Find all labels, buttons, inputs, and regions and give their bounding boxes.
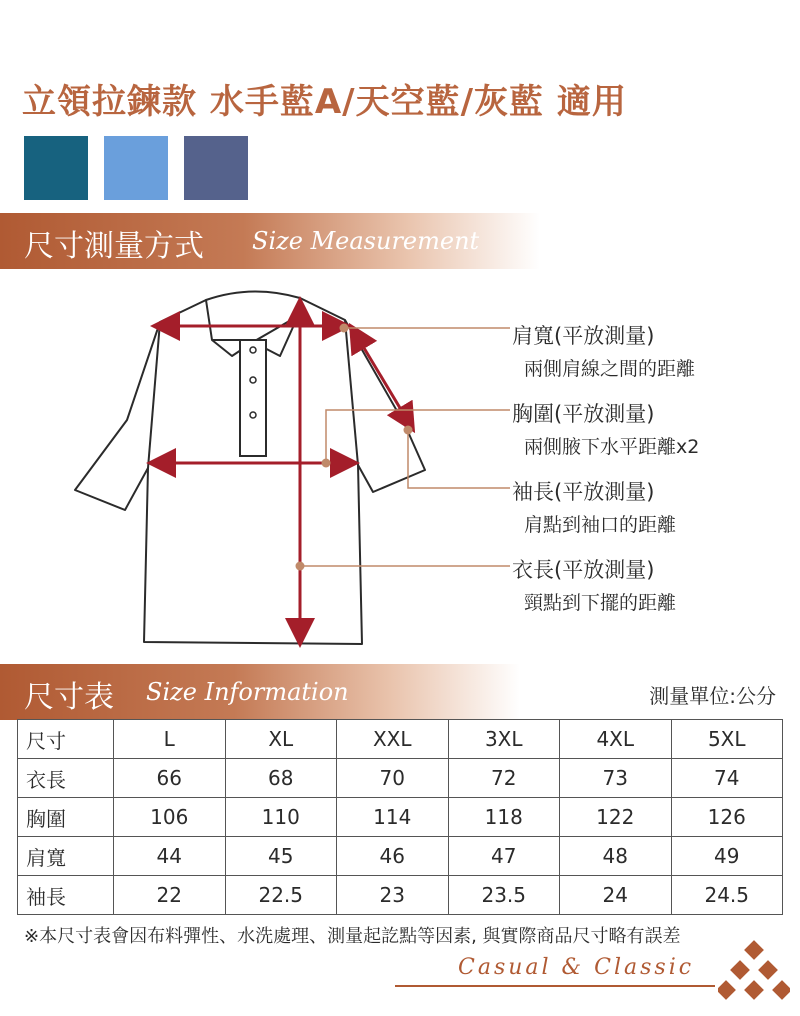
size-title: 尺寸表 — [24, 680, 114, 715]
table-row — [18, 837, 783, 876]
callout-sleeve — [512, 476, 676, 537]
table-cell: XL — [225, 720, 337, 759]
table-cell: 66 — [114, 759, 226, 798]
table-cell: 肩寬 — [18, 837, 114, 876]
callout-chest-desc: 兩側腋下水平距離x2 — [524, 436, 700, 458]
table-cell: 衣長 — [18, 759, 114, 798]
table-cell: 44 — [114, 837, 226, 876]
page-title: 立領拉鍊款 水手藍A/天空藍/灰藍 適用 — [22, 82, 627, 122]
measurement-title-en: Size Measurement — [252, 227, 480, 255]
measurement-title: 尺寸測量方式 — [24, 229, 204, 264]
table-cell: 24.5 — [671, 876, 783, 915]
callout-chest-heading: 胸圍(平放測量) — [512, 402, 655, 426]
table-cell: 49 — [671, 837, 783, 876]
table-cell: 胸圍 — [18, 798, 114, 837]
shirt-placket — [240, 340, 266, 456]
size-banner — [0, 664, 520, 720]
table-cell: 22 — [114, 876, 226, 915]
table-cell: 45 — [225, 837, 337, 876]
footer-divider — [395, 985, 715, 987]
table-cell: 48 — [560, 837, 672, 876]
table-cell: 4XL — [560, 720, 672, 759]
table-cell: 24 — [560, 876, 672, 915]
table-cell: 3XL — [448, 720, 560, 759]
table-cell: 23 — [337, 876, 449, 915]
color-swatch-gray-blue — [184, 136, 248, 200]
table-cell: 47 — [448, 837, 560, 876]
table-cell: 袖長 — [18, 876, 114, 915]
color-swatch-sailor-blue — [24, 136, 88, 200]
table-cell: 22.5 — [225, 876, 337, 915]
footer-tagline: Casual & Classic — [458, 955, 695, 980]
table-cell: 70 — [337, 759, 449, 798]
table-cell: 尺寸 — [18, 720, 114, 759]
disclaimer-note: ※本尺寸表會因布料彈性、水洗處理、測量起訖點等因素, 與實際商品尺寸略有誤差 — [24, 926, 681, 947]
callout-length-desc: 頸點到下擺的距離 — [524, 592, 677, 614]
table-header-row — [18, 720, 783, 759]
table-cell: 5XL — [671, 720, 783, 759]
table-cell: 114 — [337, 798, 449, 837]
table-cell: 126 — [671, 798, 783, 837]
table-cell: 110 — [225, 798, 337, 837]
table-cell: 68 — [225, 759, 337, 798]
table-cell: 122 — [560, 798, 672, 837]
table-row — [18, 876, 783, 915]
callout-shoulder-desc: 兩側肩線之間的距離 — [524, 358, 696, 380]
table-cell: XXL — [337, 720, 449, 759]
table-cell: L — [114, 720, 226, 759]
table-cell: 73 — [560, 759, 672, 798]
callout-sleeve-heading: 袖長(平放測量) — [512, 480, 655, 504]
table-cell: 23.5 — [448, 876, 560, 915]
callout-chest — [512, 398, 699, 459]
table-cell: 118 — [448, 798, 560, 837]
table-row — [18, 798, 783, 837]
callout-sleeve-desc: 肩點到袖口的距離 — [524, 514, 677, 536]
table-cell: 106 — [114, 798, 226, 837]
callout-length — [512, 554, 676, 615]
callout-length-heading: 衣長(平放測量) — [512, 558, 655, 582]
table-row — [18, 759, 783, 798]
table-cell: 74 — [671, 759, 783, 798]
color-swatch-sky-blue — [104, 136, 168, 200]
callout-shoulder — [512, 320, 695, 381]
table-cell: 72 — [448, 759, 560, 798]
sleeve-leader — [408, 430, 510, 488]
callout-shoulder-heading: 肩寬(平放測量) — [512, 324, 655, 348]
measurement-banner — [0, 213, 540, 269]
diamond-ornament-icon — [718, 940, 790, 1012]
size-table — [17, 719, 783, 915]
table-cell: 46 — [337, 837, 449, 876]
unit-label: 測量單位:公分 — [649, 684, 776, 708]
size-title-en: Size Information — [146, 678, 349, 706]
